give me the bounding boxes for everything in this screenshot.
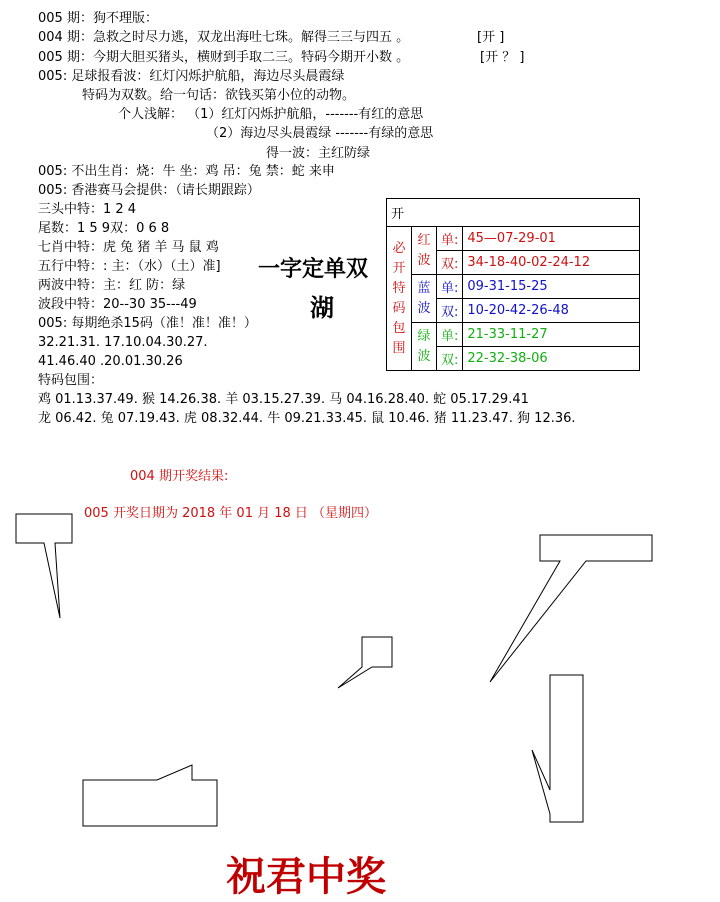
blue-odd-label: 单: bbox=[437, 275, 463, 299]
wave-line: 得一波：主红防绿 bbox=[266, 146, 371, 161]
blue-odd-value: 09-31-15-25 bbox=[463, 275, 640, 299]
red-even-label: 双: bbox=[437, 251, 463, 275]
callout-right-bottom bbox=[532, 675, 583, 822]
zodiac-line: 005: 不出生肖：烧：牛 坐：鸡 吊：兔 禁：蛇 来申 bbox=[38, 164, 335, 179]
seven-zodiacs: 七肖中特：虎 兔 猪 羊 马 鼠 鸡 bbox=[38, 240, 219, 255]
header-line: 005 期：狗不理版： bbox=[38, 11, 158, 26]
interpret-line-2: （2）海边尽头晨霞绿 -------有绿的意思 bbox=[206, 126, 434, 141]
hint-line: 特码为双数。给一句话：欲钱买第小位的动物。 bbox=[82, 88, 356, 103]
head-digits: 三头中特：1 2 4 bbox=[38, 202, 137, 217]
big-title-line-1: 一字定单双 bbox=[258, 257, 369, 282]
green-even-value: 22-32-38-06 bbox=[463, 347, 640, 371]
red-wave-label: 红 波 bbox=[412, 227, 437, 275]
blue-wave-label: 蓝 波 bbox=[412, 275, 437, 323]
table-header: 开 bbox=[387, 199, 640, 227]
special-codes-title: 特码包围： bbox=[38, 373, 104, 388]
green-odd-value: 21-33-11-27 bbox=[463, 323, 640, 347]
five-elements: 五行中特：: 主：（水）（土）准] bbox=[38, 259, 221, 274]
riddle-line-005: 005 期：今期大胆买猪头，横财到手取二三。特码今期开小数 。 bbox=[38, 50, 410, 65]
blue-even-label: 双: bbox=[437, 299, 463, 323]
callout-center-small bbox=[338, 637, 392, 688]
callout-right-top bbox=[490, 535, 652, 682]
callout-left-bottom bbox=[83, 765, 217, 826]
kill-codes-1: 32.21.31. 17.10.04.30.27. bbox=[38, 335, 208, 350]
interpret-line-1: 个人浅解： （1）红灯闪烁护航船，-------有红的意思 bbox=[118, 107, 424, 122]
wave-range: 波段中特：20--30 35---49 bbox=[38, 297, 197, 312]
special-codes-row-2: 龙 06.42. 兔 07.19.43. 虎 08.32.44. 牛 09.21.33.45. 鼠 10.46. 猪 11.23.47. 狗 12.36. bbox=[38, 411, 576, 426]
two-waves: 两波中特：主：红 防：绿 bbox=[38, 278, 186, 293]
big-title-line-2: 湖 bbox=[310, 294, 334, 322]
table-side-label: 必 开 特 码 包 围 bbox=[387, 227, 412, 371]
draw-date: 005 开奖日期为 2018 年 01 月 18 日 （星期四） bbox=[84, 506, 378, 521]
jockey-club-line: 005: 香港赛马会提供：（请长期跟踪） bbox=[38, 183, 260, 198]
result-title: 004 期开奖结果: bbox=[130, 469, 229, 484]
green-odd-label: 单: bbox=[437, 323, 463, 347]
blue-even-value: 10-20-42-26-48 bbox=[463, 299, 640, 323]
special-codes-row-1: 鸡 01.13.37.49. 猴 14.26.38. 羊 03.15.27.39. 马 04.16.28.40. 蛇 05.17.29.41 bbox=[38, 392, 529, 407]
football-line: 005: 足球报看波：红灯闪烁护航船，海边尽头晨霞绿 bbox=[38, 69, 345, 84]
red-odd-label: 单: bbox=[437, 227, 463, 251]
footer-blessing: 祝君中奖 bbox=[226, 853, 386, 900]
callout-left-top bbox=[16, 514, 72, 618]
riddle-mark-005: [开 ？ ] bbox=[480, 50, 525, 65]
riddle-line-004: 004 期：急救之时尽力逃，双龙出海吐七珠。解得三三与四五 。 bbox=[38, 30, 410, 45]
riddle-mark-004: [开 ] bbox=[477, 30, 505, 45]
tail-digits: 尾数：1 5 9双：0 6 8 bbox=[38, 221, 170, 236]
red-odd-value: 45—07-29-01 bbox=[463, 227, 640, 251]
green-even-label: 双: bbox=[437, 347, 463, 371]
kill-codes-title: 005: 每期绝杀15码（准！准！准！） bbox=[38, 316, 257, 331]
kill-codes-2: 41.46.40 .20.01.30.26 bbox=[38, 354, 183, 369]
green-wave-label: 绿 波 bbox=[412, 323, 437, 371]
red-even-value: 34-18-40-02-24-12 bbox=[463, 251, 640, 275]
